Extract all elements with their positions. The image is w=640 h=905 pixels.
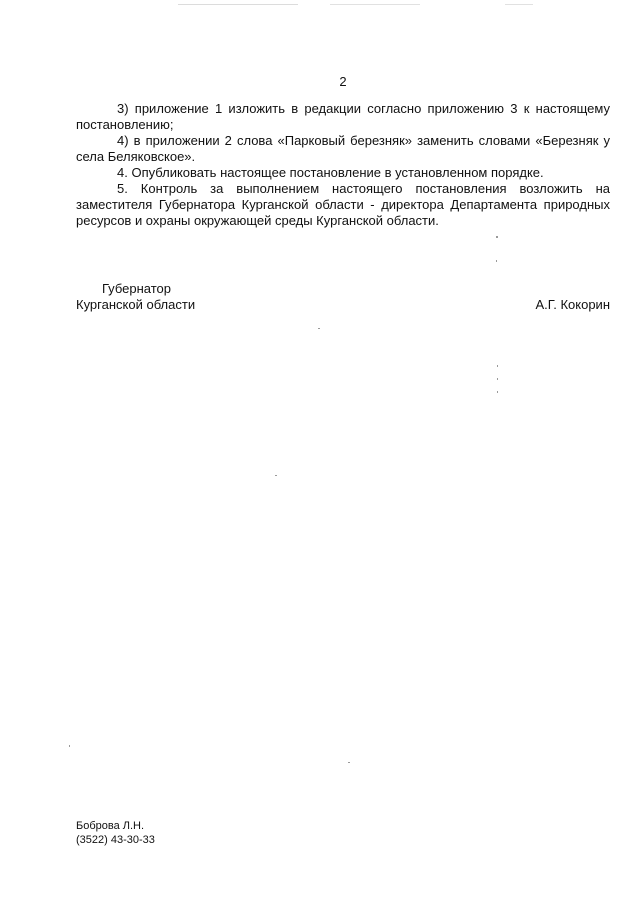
scan-artifact	[496, 236, 498, 238]
signatory-title-line1: Губернатор	[102, 281, 171, 296]
scan-artifact	[330, 4, 420, 5]
scan-artifact	[318, 328, 320, 329]
scan-artifact	[505, 4, 533, 5]
scan-artifact	[497, 365, 498, 367]
paragraph-item-3: 3) приложение 1 изложить в редакции согласно приложению 3 к настоящему постановлению;	[76, 101, 610, 132]
scan-artifact	[275, 475, 277, 476]
scan-artifact	[69, 745, 70, 747]
scan-artifact	[496, 260, 497, 262]
document-body	[76, 101, 610, 229]
signatory-name: А.Г. Кокорин	[535, 297, 610, 312]
signatory-position	[76, 281, 195, 313]
paragraph-control: 5. Контроль за выполнением настоящего постановления возложить на заместителя Губернатора Курганской области - директора Департамента природных ресурсов и охраны окружающей среды Курганской области.	[76, 181, 610, 228]
paragraph-publish: 4. Опубликовать настоящее постановление в установленном порядке.	[117, 165, 544, 180]
executor-phone: (3522) 43-30-33	[76, 834, 155, 846]
signatory-title-line2: Курганской области	[76, 297, 196, 312]
paragraph-item-4: 4) в приложении 2 слова «Парковый березняк» заменить словами «Березняк у села Беляковское».	[76, 133, 610, 164]
scan-artifact	[497, 391, 498, 393]
scan-artifact	[497, 378, 498, 380]
scan-artifact	[178, 4, 298, 5]
executor-block	[76, 819, 155, 847]
page-number: 2	[339, 74, 347, 89]
scan-artifact	[348, 762, 350, 763]
executor-name: Боброва Л.Н.	[76, 820, 145, 832]
